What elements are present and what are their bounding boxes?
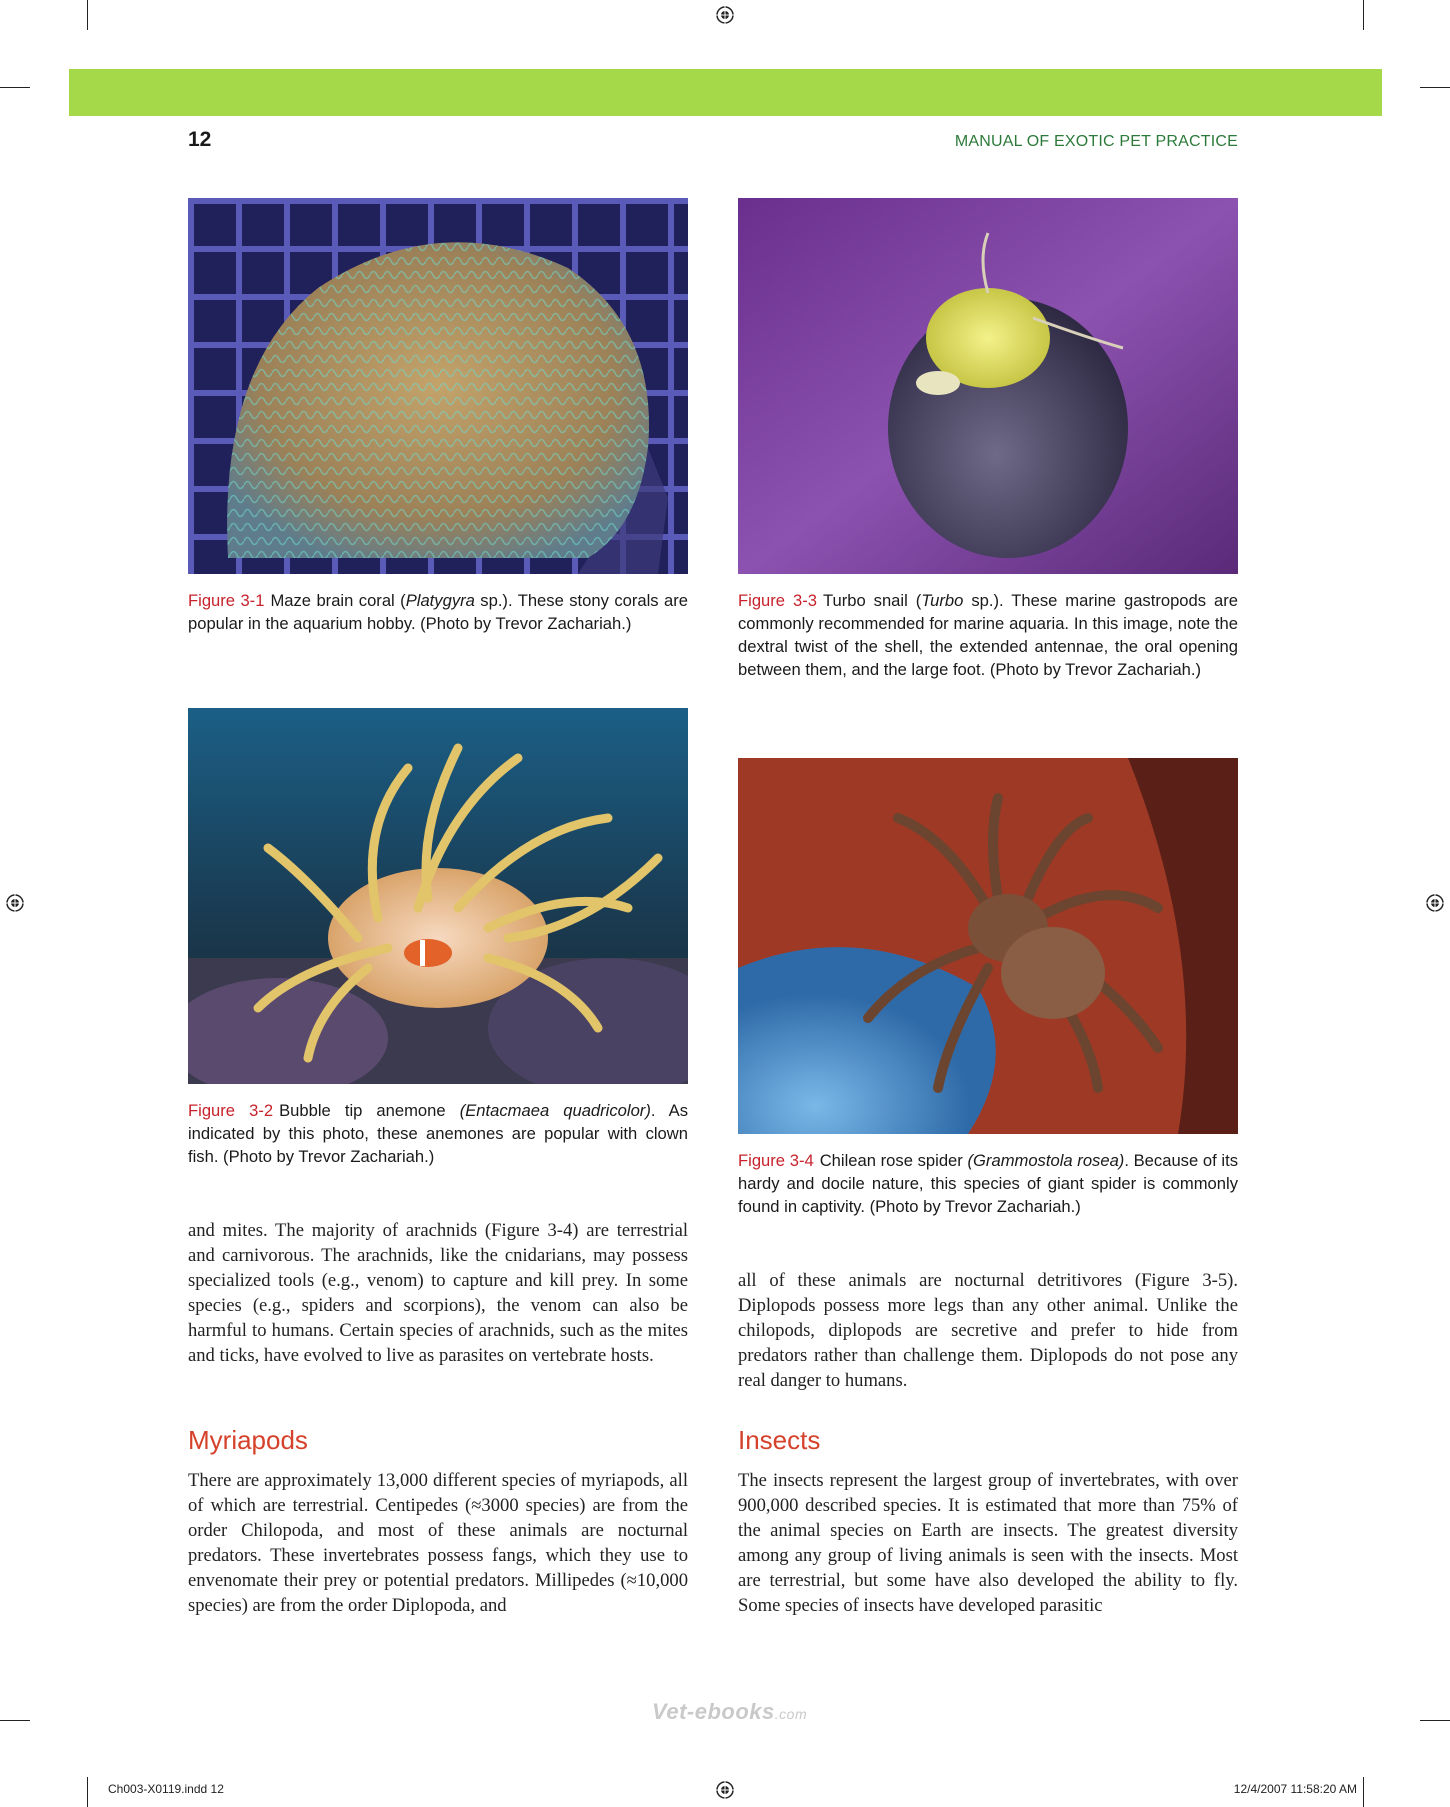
caption-species: (Entacmaea quadricolor) bbox=[459, 1101, 651, 1120]
figure-3-4-photo bbox=[738, 758, 1238, 1134]
crop-mark bbox=[0, 87, 30, 88]
figure-3-1-photo bbox=[188, 198, 688, 574]
caption-text: Bubble tip anemone bbox=[279, 1101, 460, 1120]
caption-text: sp.). These marine gastropods are commonly recommended for marine aquaria. In this image, note the dextral twist of the shell, the extended antennae, the oral opening between them, and the large foot. (Photo by Trevor Zachariah.) bbox=[738, 591, 1238, 679]
figure-label: Figure 3-1 bbox=[188, 591, 265, 610]
registration-mark-icon bbox=[1425, 893, 1445, 913]
crop-mark bbox=[0, 1720, 30, 1721]
section-heading-insects: Insects bbox=[738, 1425, 821, 1455]
crop-mark bbox=[1420, 87, 1450, 88]
figure-3-3-caption bbox=[738, 589, 1238, 681]
caption-text: Maze brain coral ( bbox=[270, 591, 406, 610]
figure-3-4-caption bbox=[738, 1149, 1238, 1218]
running-head: MANUAL OF EXOTIC PET PRACTICE bbox=[954, 133, 1238, 150]
watermark-suffix: .com bbox=[774, 1706, 808, 1722]
crop-mark bbox=[1420, 1720, 1450, 1721]
crop-mark bbox=[87, 0, 88, 30]
watermark-text: Vet-ebooks bbox=[652, 1699, 775, 1724]
registration-mark-icon bbox=[5, 893, 25, 913]
footer-file-slug: Ch003-X0119.indd 12 bbox=[108, 1782, 224, 1796]
figure-3-3-photo bbox=[738, 198, 1238, 574]
caption-text: Turbo snail ( bbox=[822, 591, 922, 610]
figure-label: Figure 3-2 bbox=[188, 1101, 274, 1120]
caption-species: (Grammostola rosea) bbox=[967, 1151, 1125, 1170]
figure-3-2-photo bbox=[188, 708, 688, 1084]
figure-label: Figure 3-4 bbox=[738, 1151, 814, 1170]
caption-text: Chilean rose spider bbox=[819, 1151, 968, 1170]
page-number: 12 bbox=[188, 128, 212, 151]
body-paragraph-arachnids: and mites. The majority of arachnids (Figure 3-4) are terrestrial and carnivorous. The arachnids, like the cnidarians, may possess specialized tools (e.g., venom) to capture and kill prey. In some species (e.g., spiders and scorpions), the venom can also be harmful to humans. Certain species of arachnids, such as the mites and ticks, have evolved to live as parasites on vertebrate hosts. bbox=[188, 1220, 688, 1366]
crop-mark bbox=[1363, 0, 1364, 30]
watermark bbox=[652, 1699, 807, 1725]
caption-text: . Because of its hardy and docile nature, this species of giant spider is commonly found in captivity. (Photo by Trevor Zachariah.) bbox=[738, 1151, 1238, 1216]
figure-label: Figure 3-3 bbox=[738, 591, 817, 610]
crop-mark bbox=[87, 1777, 88, 1807]
caption-species: Turbo bbox=[921, 591, 964, 610]
footer-timestamp: 12/4/2007 11:58:20 AM bbox=[1233, 1782, 1357, 1796]
caption-text: . As indicated by this photo, these anemones are popular with clown fish. (Photo by Trevor Zachariah.) bbox=[188, 1101, 688, 1166]
figure-3-1-caption bbox=[188, 589, 688, 635]
body-paragraph-insects: The insects represent the largest group of invertebrates, with over 900,000 described species. It is estimated that more than 75% of the animal species on Earth are insects. The greatest diversity among any group of living animals is seen with the insects. Most are terrestrial, but some have also developed the ability to fly. Some species of insects have developed parasitic bbox=[738, 1470, 1238, 1616]
section-heading-myriapods: Myriapods bbox=[188, 1425, 308, 1455]
header-color-bar bbox=[69, 69, 1382, 116]
caption-text: sp.). These stony corals are popular in the aquarium hobby. (Photo by Trevor Zachariah.) bbox=[188, 591, 688, 633]
figure-3-2-caption bbox=[188, 1099, 688, 1168]
caption-species: Platygyra bbox=[405, 591, 475, 610]
registration-mark-icon bbox=[715, 1780, 735, 1800]
crop-mark bbox=[1363, 1777, 1364, 1807]
registration-mark-icon bbox=[715, 5, 735, 25]
body-paragraph-diplopods: all of these animals are nocturnal detritivores (Figure 3-5). Diplopods possess more legs than any other animal. Unlike the chilopods, diplopods are secretive and prefer to hide from predators rather than challenge them. Diplopods do not pose any real danger to humans. bbox=[738, 1270, 1238, 1391]
body-paragraph-myriapods: There are approximately 13,000 different species of myriapods, all of which are terrestrial. Centipedes (≈3000 species) are from the order Chilopoda, and most of these animals are nocturnal predators. These invertebrates possess fangs, which they use to envenomate their prey or potential predators. Millipedes (≈10,000 species) are from the order Diplopoda, and bbox=[188, 1470, 688, 1616]
